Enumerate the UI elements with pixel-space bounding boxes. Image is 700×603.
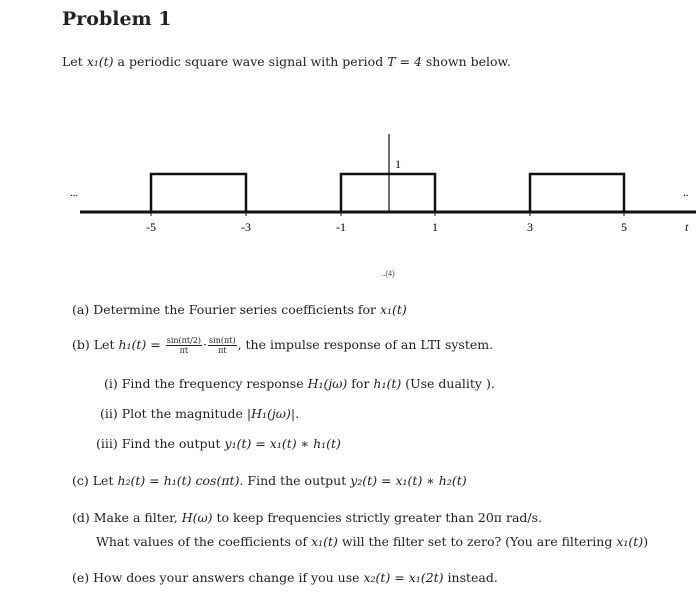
question-b-i: (i) Find the frequency response H₁(jω) for h₁(t) (Use duality ). [104,376,495,391]
question-a: (a) Determine the Fourier series coefficients for x₁(t) [72,302,407,317]
fraction-sin-half: $\frac{\sin(\pi t/2)}{\pi t}$ [166,336,202,355]
fraction-sin: $\frac{\sin(\pi t)}{\pi t}$ [209,336,236,355]
question-b-ii: (ii) Plot the magnitude |H₁(jω)|. [100,406,300,421]
ellipsis-left: ... [70,187,79,199]
pulse-right [530,174,624,212]
pulse-center [341,174,435,212]
problem-intro: Let x₁(t) a periodic square wave signal with period T = 4 shown below. [62,54,511,69]
tick-label: 3 [527,220,533,234]
amplitude-label: 1 [395,157,401,171]
question-d-line1: (d) Make a filter, H(ω) to keep frequencies strictly greater than 20π rad/s. [72,510,543,525]
figure-caption-fragment: ..(4) [381,269,395,278]
question-d-line2: What values of the coefficients of x₁(t) will the filter set to zero? (You are filtering x₁(t)) [96,534,649,549]
pulse-left [151,174,246,212]
tick-label: 1 [432,220,438,234]
tick-label: -5 [146,220,156,234]
question-c: (c) Let h₂(t) = h₁(t) cos(πt). Find the output y₂(t) = x₁(t) ∗ h₂(t) [72,473,467,488]
question-b: (b) Let h₁(t) = $\frac{\sin(\pi t/2)}{\pi t}$ · $\frac{\sin(\pi t)}{\pi t}$ , the impulse response of an LTI system. [72,336,494,355]
question-e: (e) How does your answers change if you use x₂(t) = x₁(2t) instead. [72,570,498,585]
time-axis-label: t [685,220,689,234]
tick-label: 5 [621,220,627,234]
ellipsis-right: .. [683,187,689,199]
tick-label: -3 [241,220,251,234]
problem-title: Problem 1 [62,8,172,30]
tick-label: -1 [336,220,346,234]
question-b-iii: (iii) Find the output y₁(t) = x₁(t) ∗ h₁(t) [96,436,341,451]
square-wave-figure [0,0,700,300]
